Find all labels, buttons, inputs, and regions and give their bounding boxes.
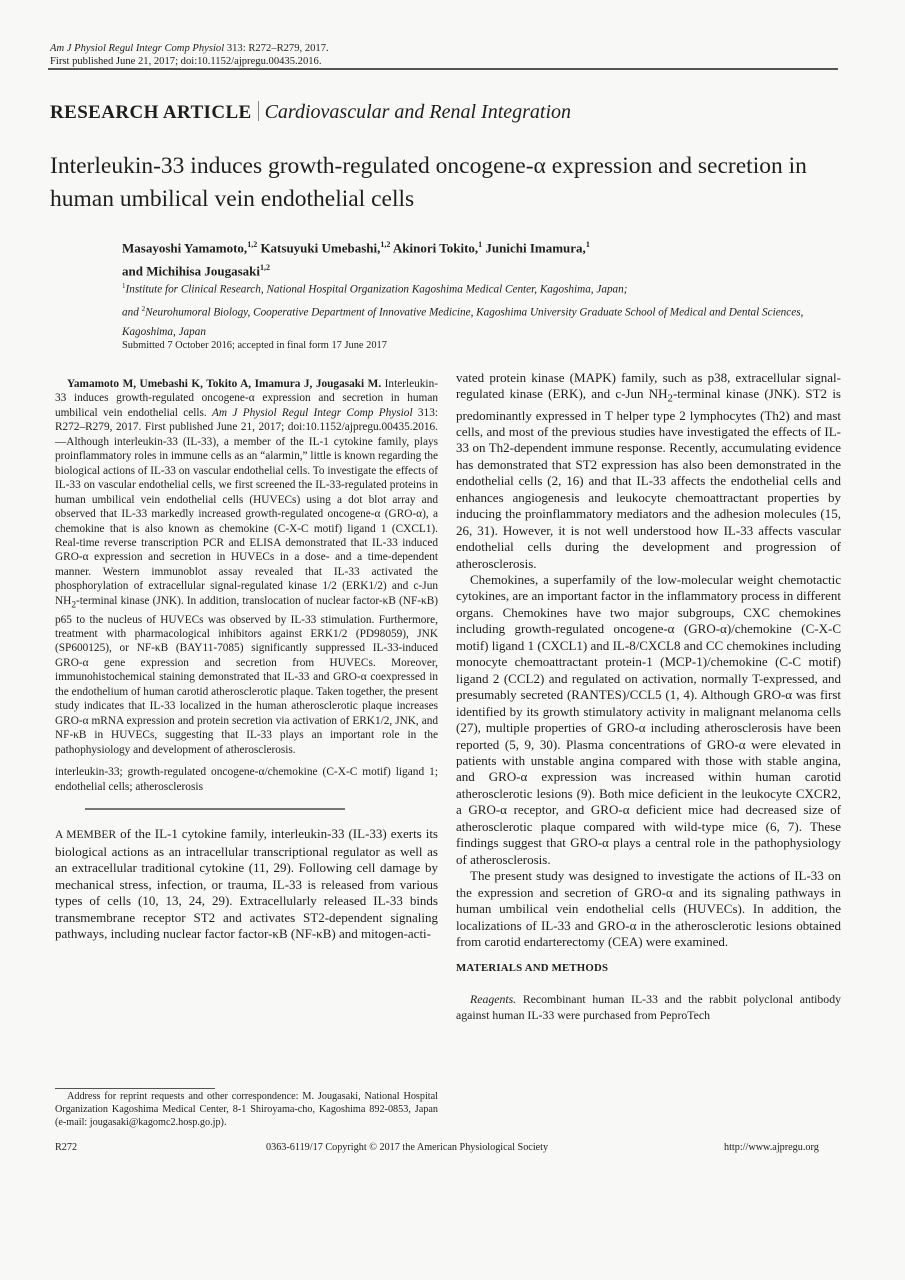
methods-heading: MATERIALS AND METHODS: [456, 962, 609, 975]
abstract-citation-title: Interleukin-33 induces growth-regulated oncogene-α expression and secretion in human umbilical vein endothelial cells.: [55, 378, 438, 419]
section-heading: [50, 101, 571, 124]
author-affiliation-mark: 1,2: [260, 263, 270, 273]
body-paragraph: Chemokines, a superfamily of the low-molecular weight chemotactic cytokines, are an important factor in the inflammatory process in different organs. Chemokines have two major subgroups, CXC chemokines including growth-regulated oncogene-α (GRO-α)/chemokine (C-X-C motif) ligand 1 (CXCL1) and IL-8/CXCL8 and CC chemokines including monocyte chemoattractant protein-1 (MCP-1)/chemokine (C-C motif) ligand 2 (CCL2) and regulated on activation, normally T-expressed, and presumably secreted (RANTES)/CCL5 (1, 4). Although GRO-α was first identified by its growth stimulatory activity in malignant melanoma cells (27), multiple properties of GRO-α including atherosclerosis have been reported (5, 9, 30). Plasma concentrations of GRO-α were elevated in patients with unstable angina compared with those with stable angina, and GRO-α expression was increased within human carotid atherosclerotic lesions (9). Both mice deficient in the leukocyte CXCR2, a GRO-α receptor, and GRO-α deficient mice had decreased size of atherosclerotic plaque compared with wild-type mice (6, 7). These findings suggest that GRO-α plays a central role in the pathophysiology of atherosclerosis.: [456, 572, 841, 867]
abstract-text-continued: -terminal kinase (JNK). In addition, translocation of nuclear factor-κB (NF-κB) p65 to the nucleus of HUVECs was observed by IL-33 stimulation. Furthermore, treatment with pharmacological inhibitors against ERK1/2 (PD98059), JNK (SP600125), or NF-κB (BAY11-7085) significantly suppressed IL-33-induced GRO-α gene expression and secretion from HUVECs. Moreover, immunohistochemical staining demonstrated that IL-33 and GRO-α coexpressed in the endothelium of human carotid atherosclerotic plaque. Taken together, the present study indicates that IL-33 localized in the human atherosclerotic plaque increases GRO-α mRNA expression and protein secretion via activation of ERK1/2, JNK, and NF-κB in HUVECs, suggesting that IL-33 plays an important role in the pathophysiology and development of atherosclerosis.: [55, 594, 438, 756]
author-list: [122, 235, 842, 282]
header-rule: [48, 68, 838, 70]
article-type: RESEARCH ARTICLE: [50, 102, 252, 123]
intro-text: of the IL-1 cytokine family, interleukin-33 (IL-33) exerts its biological actions as an intracellular transcriptional regulator as well as an extracellular traditional cytokine (11, 29). Following cell damage by mechanical stress, infection, or trauma, IL-33 is released from various types of cells (10, 13, 24, 29). Extracellularly released IL-33 binds transmembrane receptor ST2 and activates ST2-dependent signaling pathways, including nuclear factor factor-κB (NF-κB) and mitogen-acti-: [55, 826, 438, 942]
journal-url[interactable]: http://www.ajpregu.org: [724, 1142, 819, 1153]
author-name: and Michihisa Jougasaki: [122, 263, 260, 279]
author-name: Katsuyuki Umebashi,: [257, 240, 381, 256]
affiliation-2: Neurohumoral Biology, Cooperative Department of Innovative Medicine, Kagoshima University Graduate School of Medical and Dental Sciences, Kagoshima, Japan: [122, 306, 804, 339]
article-title: Interleukin-33 induces growth-regulated oncogene-α expression and secretion in human umbilical vein endothelial cells: [50, 153, 807, 212]
journal-citation: [50, 42, 329, 68]
body-text: vated protein kinase (MAPK) family, such as p38, extracellular signal-regulated kinase (ERK), and c-Jun NH: [456, 370, 841, 402]
introduction-paragraph: [55, 826, 438, 943]
reagents-text: Recombinant human IL-33 and the rabbit polyclonal antibody against human IL-33 were purchased from PeproTech: [456, 991, 841, 1022]
keywords: interleukin-33; growth-regulated oncogene-α/chemokine (C-X-C motif) ligand 1; endothelial cells; atherosclerosis: [55, 766, 438, 793]
affiliation-prefix: and: [122, 306, 142, 319]
author-affiliation-mark: 1: [585, 240, 590, 249]
intro-lead-in: A MEMBER: [55, 829, 117, 842]
reagents-label: Reagents.: [470, 991, 517, 1006]
right-column: [456, 370, 841, 1023]
page-number: R272: [55, 1142, 78, 1153]
abstract-citation-authors: Yamamoto M, Umebashi K, Tokito A, Imamura J, Jougasaki M.: [67, 378, 382, 390]
author-affiliation-mark: 1,2: [380, 240, 391, 249]
copyright-notice: 0363-6119/17 Copyright © 2017 the American Physiological Society: [266, 1142, 549, 1153]
journal-name: Am J Physiol Regul Integr Comp Physiol: [50, 43, 225, 54]
abstract-citation-journal: Am J Physiol Regul Integr Comp Physiol: [212, 406, 413, 419]
abstract: [55, 377, 438, 757]
submission-dates: Submitted 7 October 2016; accepted in final form 17 June 2017: [122, 340, 387, 351]
abstract-divider: [85, 808, 345, 810]
abstract-text: Although interleukin-33 (IL-33), a member of the IL-1 cytokine family, plays proinflammatory roles in immune cells as an “alarmin,” little is known regarding the biological actions of IL-33 on vascular endothelial cells. To investigate the effects of IL-33 on vascular endothelial cells, we first screened the IL-33-regulated proteins in human umbilical vein endothelial cells (HUVECs) using a dot blot array and observed that IL-33 markedly increased growth-regulated oncogene-α (GRO-α), a chemokine that is also known as chemokine (C-X-C motif) ligand 1 (CXCL1). Real-time reverse transcription PCR and ELISA demonstrated that IL-33 induced GRO-α expression and secretion in HUVECs in a dose- and a time-dependent manner. Western immunoblot assay revealed that IL-33 activated the phosphorylation of extracellular signal-regulated kinase 1/2 (ERK1/2) and c-Jun NH: [55, 435, 438, 607]
abstract-citation-rest: 313: R272–R279, 2017. First published June 21, 2017; doi:10.1152/ajpregu.00435.2016.—: [55, 406, 438, 448]
footnote-rule: [55, 1088, 215, 1089]
author-name: Junichi Imamura,: [482, 240, 586, 256]
author-affiliation-mark: 1: [478, 240, 483, 249]
body-paragraph: [456, 370, 841, 572]
left-column: [55, 377, 438, 943]
affiliation-mark: 2: [141, 305, 146, 314]
author-name: Masayoshi Yamamoto,: [122, 240, 248, 256]
journal-volume: 313: R272–R279, 2017.: [224, 43, 329, 54]
first-published: First published June 21, 2017; doi:10.1152/ajpregu.00435.2016.: [50, 56, 322, 67]
section-separator: [258, 101, 259, 121]
affiliation-1: Institute for Clinical Research, National Hospital Organization Kagoshima Medical Center, Kagoshima, Japan;: [125, 283, 628, 296]
reagents-paragraph: [456, 991, 841, 1023]
subscript: 2: [667, 393, 673, 406]
author-name: Akinori Tokito,: [390, 240, 479, 256]
subscript: 2: [71, 600, 77, 611]
article-category: Cardiovascular and Renal Integration: [264, 101, 572, 123]
author-affiliation-mark: 1,2: [247, 240, 258, 249]
affiliations: [122, 277, 842, 343]
affiliation-mark: 1: [122, 282, 126, 290]
body-paragraph: The present study was designed to investigate the actions of IL-33 on the expression and secretion of GRO-α and its signaling pathways in human umbilical vein endothelial cells (HUVECs). In addition, the localizations of IL-33 and GRO-α in the atherosclerotic lesions obtained from carotid endarterectomy (CEA) were examined.: [456, 868, 841, 949]
correspondence-footnote: Address for reprint requests and other correspondence: M. Jougasaki, National Hospital Organization Kagoshima Medical Center, 8-1 Shiroyama-cho, Kagoshima 892-0853, Japan (e-mail: jougasaki@kagomc2.hosp.go.jp).: [55, 1091, 438, 1129]
body-text: -terminal kinase (JNK). ST2 is predominantly expressed in T helper type 2 lymphocytes (Th2) and mast cells, and most of the previous studies have investigated the effects of IL-33 on Th2-dependent immune response. Recently, accumulating evidence has demonstrated that ST2 expression has also been demonstrated in the endothelial cells (2, 16) and that IL-33 affects the endothelial cells and enhances angiogenesis and leukocyte chemoattractant properties by inducing the proinflammatory mediators and the adhesion molecules (15, 26, 31). However, it is not well understood how IL-33 affects vascular endothelial cells during the development and progression of atherosclerosis.: [456, 386, 841, 571]
